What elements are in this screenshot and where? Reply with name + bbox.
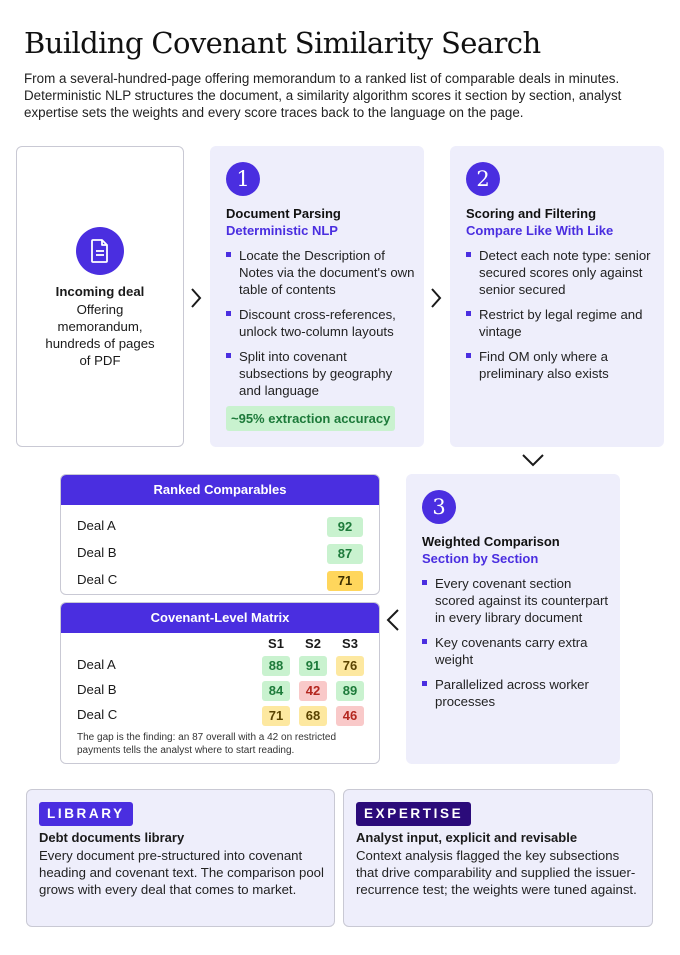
score-cell: 91 [299,656,327,676]
table-row [61,567,379,594]
expertise-title: Analyst input, explicit and revisable [356,830,578,845]
deal-name: Deal C [77,572,118,587]
matrix-note: The gap is the finding: an 87 overall with a 42 on restricted payments tells the analyst where to start reading. [77,732,337,756]
step-title: Weighted Comparison [422,534,560,549]
score-cell: 84 [262,681,290,701]
card-title: Ranked Comparables [61,475,379,505]
step-bullets [226,247,416,407]
document-icon [76,227,124,275]
step-bullets [466,247,656,390]
incoming-title: Incoming deal [55,284,145,299]
table-row [61,513,379,540]
score-badge: 71 [327,571,363,591]
page-title: Building Covenant Similarity Search [24,26,541,60]
step-subtitle: Section by Section [422,551,539,566]
library-box [26,789,335,927]
column-header: S3 [342,636,358,651]
expertise-text: Context analysis flagged the key subsections that drive comparability and supplied the issuer-recurrence test; the weights were tuned against. [356,848,637,897]
column-header: S1 [268,636,284,651]
deal-name: Deal B [77,682,117,697]
bullet-item: Split into covenant subsections by geography and language [226,348,416,399]
table-row [61,703,379,728]
expertise-box [343,789,653,927]
step-number: 3 [422,490,456,524]
bullet-item: Key covenants carry extra weight [422,634,612,668]
score-cell: 88 [262,656,290,676]
score-cell: 46 [336,706,364,726]
step-number: 1 [226,162,260,196]
step-title: Scoring and Filtering [466,206,597,221]
table-row [61,678,379,703]
bullet-item: Locate the Description of Notes via the document's own table of contents [226,247,416,298]
incoming-text: Offering memorandum, hundreds of pages of PDF [45,302,155,368]
step-subtitle: Deterministic NLP [226,223,338,238]
chevron-down-icon [521,452,545,468]
deal-name: Deal B [77,545,117,560]
step-document-parsing [210,146,424,447]
bullet-item: Discount cross-references, unlock two-column layouts [226,306,416,340]
column-header: S2 [305,636,321,651]
bullet-item: Every covenant section scored against its counterpart in every library document [422,575,612,626]
chevron-left-icon [385,608,401,632]
score-badge: 87 [327,544,363,564]
table-row [61,653,379,678]
bullet-item: Restrict by legal regime and vintage [466,306,656,340]
bullet-item: Find OM only where a preliminary also exists [466,348,656,382]
score-cell: 42 [299,681,327,701]
page-subtitle: From a several-hundred-page offering memorandum to a ranked list of comparable deals in minutes. Deterministic NLP structures the document, a similarity algorithm scores it section by section, analyst expertise sets the weights and every score traces back to the language on the page. [24,71,622,120]
step-weighted-comparison [406,474,620,764]
deal-name: Deal A [77,657,116,672]
incoming-deal-box [16,146,184,447]
table-row [61,540,379,567]
score-cell: 76 [336,656,364,676]
step-title: Document Parsing [226,206,341,221]
card-title: Covenant-Level Matrix [61,603,379,633]
step-number: 2 [466,162,500,196]
accuracy-badge: ~95% extraction accuracy [226,406,395,431]
deal-name: Deal A [77,518,116,533]
library-tag: LIBRARY [39,802,133,826]
matrix-header [61,633,379,653]
step-subtitle: Compare Like With Like [466,223,614,238]
score-cell: 89 [336,681,364,701]
bullet-item: Detect each note type: senior secured scores only against senior secured [466,247,656,298]
step-bullets [422,575,612,718]
chevron-right-icon [429,287,443,309]
score-badge: 92 [327,517,363,537]
library-text: Every document pre-structured into covenant heading and covenant text. The comparison pool grows with every deal that comes to market. [39,848,324,897]
bullet-item: Parallelized across worker processes [422,676,612,710]
deal-name: Deal C [77,707,118,722]
expertise-tag: EXPERTISE [356,802,471,826]
covenant-matrix-card [60,602,380,764]
ranked-comparables-card [60,474,380,595]
score-cell: 68 [299,706,327,726]
library-title: Debt documents library [39,830,185,845]
step-scoring-filtering [450,146,664,447]
chevron-right-icon [189,287,203,309]
score-cell: 71 [262,706,290,726]
